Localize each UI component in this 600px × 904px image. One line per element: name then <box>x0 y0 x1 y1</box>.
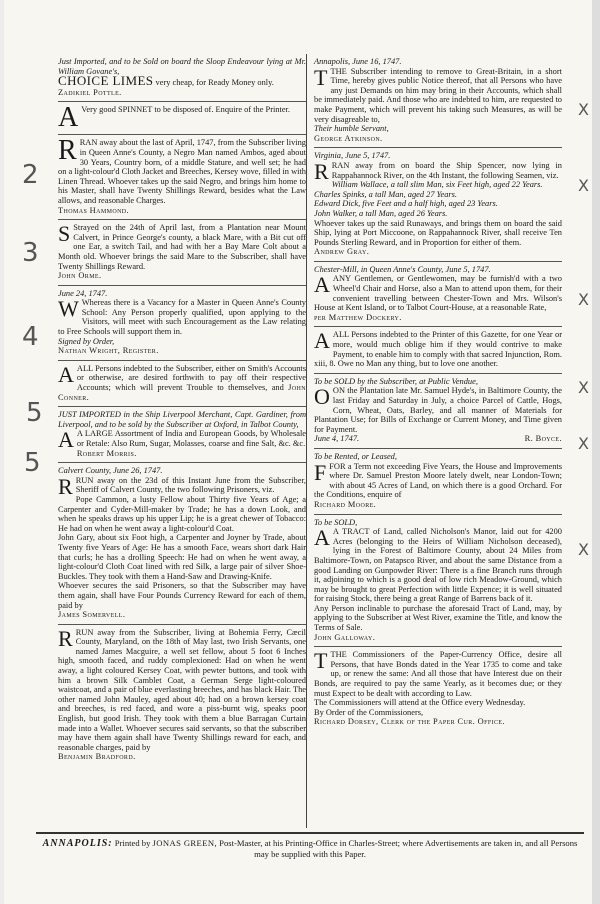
ad-signature: George Atkinson. <box>314 133 383 143</box>
drop-cap: F <box>314 459 327 485</box>
ad-irish-servants <box>58 625 306 766</box>
ad-choice-limes <box>58 54 306 102</box>
drop-cap: A <box>58 361 74 387</box>
drop-cap: R <box>58 473 73 499</box>
margin-mark: 5 <box>26 398 43 428</box>
ad-spinnet <box>58 102 306 135</box>
left-column <box>58 54 306 766</box>
ad-text: A TRACT of Land, called Nicholson's Manor, laid out for 4200 Acres (belonging to the Heirs of William Nicholson deceased), lying in the Forest of Baltimore County, about 24 Miles from Baltimore-Town, on Patapsco River, and about the same Distance from a good Landing on Gunpowder River: There is a fine Branch runs through it, adjoining to which is a good deal of low rich Meadow-Ground, which may be brought to great Perfection with little Expence; it is well situated for raising Stock, there being a great Range of Barrens back of it. <box>314 527 562 604</box>
margin-mark: X <box>578 290 589 309</box>
ad-runaway-ambos <box>58 135 306 220</box>
ad-subhead: JUST IMPORTED in the Ship Liverpool Merchant, Capt. Gardiner, from Liverpool, and to be sold by the Subscriber at Oxford, in Talbot County, <box>58 410 306 429</box>
ad-to-be-rented <box>314 449 562 515</box>
ad-date: Chester-Mill, in Queen Anne's County, June 5, 1747. <box>314 264 491 274</box>
ad-order: Signed by Order, <box>58 336 115 346</box>
ad-text: The Commissioners will attend at the Office every Wednesday. <box>314 698 526 708</box>
ad-public-vendue <box>314 374 562 449</box>
ad-order: By Order of the Commissioners, <box>314 707 424 717</box>
ad-text: ALL Persons indebted to the Printer of this Gazette, for one Year or more, would much oblige him if they would contrive to make Payment, to enable him to comply with that sacred Injunction, Rom. xiii, 8. Owe no Man any thing, but to love one another. <box>314 330 562 369</box>
ad-signature: Zadikiel Pottle. <box>58 87 122 97</box>
drop-cap: W <box>58 296 79 322</box>
scan-edge-left <box>0 0 4 904</box>
imprint-place: ANNAPOLIS: <box>42 838 113 849</box>
drop-cap: A <box>314 272 330 298</box>
ad-list-item: John Walker, a tall Man, aged 26 Years. <box>314 208 448 218</box>
right-column <box>314 54 562 731</box>
ad-signature: John Conner. <box>58 383 307 402</box>
margin-mark: 3 <box>22 238 39 268</box>
imprint-text-a: Printed by <box>114 838 151 848</box>
margin-mark: X <box>578 378 589 397</box>
ad-seamen-runaway <box>314 148 562 262</box>
ad-signature: Richard Dorsey, Clerk of the Paper Cur. Office. <box>314 717 505 727</box>
ad-text: Strayed on the 24th of April last, from a Plantation near Mount Calvert, in Prince George's county, a black Mare, with a Bit cut off one Ear, a switch Tail, and had with her a Bay Mare Colt about a Month old. Whoever brings the said Mare to the Subscriber, shall have Twenty Shillings Reward. <box>58 223 306 271</box>
ad-list-item: William Wallace, a tall slim Man, six Feet high, aged 22 Years. <box>331 180 543 190</box>
ad-signature: Benjamin Bradford. <box>58 752 136 762</box>
ad-liverpool-goods <box>58 407 306 463</box>
drop-cap: S <box>58 221 71 247</box>
ad-text: Whereas there is a Vacancy for a Master in Queen Anne's County School: Any Person properly qualified, upon applying to the Visitors, will meet with such Encouragement as the Law relating to Free Schools will support them in. <box>58 298 306 337</box>
ad-signature: Thomas Hammond. <box>58 205 130 215</box>
ad-text: A LARGE Assortment of India and European Goods, by Wholesale or Retale: Also Rum, Sugar, Molasses, coarse and fine Salt, &c. &c. <box>76 429 306 448</box>
ad-runaway-prisoners <box>58 463 306 625</box>
margin-mark: 2 <box>22 160 39 190</box>
ad-paper-currency-office <box>314 647 562 731</box>
ad-text: Any Person inclinable to purchase the aforesaid Tract of Land, may, by applying to the Subscriber at West River, examine the Title, and know the Terms of Sale. <box>314 603 562 633</box>
drop-cap: A <box>314 328 330 354</box>
ad-signature: Andrew Gray. <box>314 247 370 257</box>
ad-subhead: To be Rented, or Leased, <box>314 451 397 461</box>
ad-list-item: Charles Spinks, a tall Man, aged 27 Years. <box>314 189 457 199</box>
drop-cap: T <box>314 64 328 90</box>
ad-signature: Robert Morris. <box>76 448 137 458</box>
scan-edge-right <box>592 0 600 904</box>
ad-text: THE Commissioners of the Paper-Currency Office, desire all Persons, that have Bonds dated in the Year 1735 to come and take up, or renew the same: And all those that have Interest due on their Bonds, are required to pay the same Yearly, as it becomes due; or they must Expect to be dealt with according to Law. <box>314 650 562 698</box>
ad-school-master <box>58 286 306 361</box>
drop-cap: R <box>58 135 77 167</box>
ad-subhead: Just Imported, and to be Sold on board the Sloop Endeavour lying at Mr. William Govane's, <box>58 57 306 76</box>
margin-mark: X <box>578 540 589 559</box>
drop-cap: A <box>314 525 330 551</box>
ad-text: RUN away on the 23d of this Instant June from the Subscriber, Sheriff of Calvert County, the two following Prisoners, viz. <box>75 475 306 495</box>
ad-close: Their humble Servant, <box>314 124 389 134</box>
margin-mark: X <box>578 434 589 453</box>
drop-cap: T <box>314 648 328 674</box>
ad-chair-and-horse <box>314 262 562 328</box>
ad-text: ALL Persons indebted to the Subscriber, either on Smith's Accounts or otherwise, are desired forthwith to pay off their respective Accounts; which will prevent Trouble to themselves, and <box>76 363 306 393</box>
imprint-printer: JONAS GREEN, <box>152 838 218 848</box>
ad-persons-indebted <box>58 361 306 407</box>
ad-date: Virginia, June 5, 1747. <box>314 151 391 161</box>
ad-text: very cheap, for Ready Money only. <box>155 78 274 88</box>
ad-date: June 4, 1747. <box>314 434 360 444</box>
ad-text: FOR a Term not exceeding Five Years, the House and Improvements where Dr. Samuel Preston Moore lately dwelt, near London-Town; with about 45 Acres of Land, on which there is a good Orchard. For the Conditions, enquire of <box>314 461 562 500</box>
ad-signature: Nathan Wright, Register. <box>58 346 159 356</box>
ad-signature: R. Boyce. <box>524 434 562 444</box>
margin-mark: X <box>578 100 589 119</box>
ad-signature: John Galloway. <box>314 632 376 642</box>
ad-signature: James Somervell. <box>58 610 126 620</box>
imprint-text-b: Post-Master, at his Printing-Office in Charles-Street; where Advertisements are taken in, and all Persons may be supplied with this Paper. <box>219 838 578 859</box>
ad-text: Whoever takes up the said Runaways, and brings them on board the said Ship, lying at Port Miccoone, on Rappahannock River, shall receive Ten Pounds Sterling Reward, and in Proportion for either of them. <box>314 218 562 247</box>
ad-date-signature-row <box>314 434 562 444</box>
drop-cap: O <box>314 384 330 410</box>
ad-date: Annapolis, June 16, 1747. <box>314 57 402 66</box>
ad-headline: CHOICE LIMES <box>58 73 154 89</box>
ad-signature: Richard Moore. <box>314 499 377 509</box>
ad-text: ANY Gentlemen, or Gentlewomen, may be furnish'd with a two Wheel'd Chair and Horse, also a Man to attend upon them, for their convenient travelling between Chester-Town and Mrs. Wilson's House at Kent Island, or to Talbot Court-House, at a reasonable Rate, <box>314 274 562 313</box>
margin-mark: 4 <box>22 322 39 352</box>
ad-printer-debts <box>314 327 562 373</box>
ad-list-item: Edward Dick, five Feet and a half high, aged 23 Years. <box>314 199 498 209</box>
ad-text: John Gary, about six Foot high, a Carpenter and Joyner by Trade, about Twenty five Years of Age: He has a smooth Face, wears short dark Hair that curls; he has a drolling Speech: He had on when he went away, a light-colour'd Cloth Coat lined with red Silk, a large pair of silver Shoe-Buckles. They took with them a Hand-Saw and Drawing-Knife. <box>58 533 306 581</box>
drop-cap: A <box>58 427 74 453</box>
margin-mark: 5 <box>24 448 41 478</box>
ad-subhead: To be SOLD by the Subscriber, at Public Vendue, <box>314 376 478 386</box>
ad-signature: John Orme. <box>58 271 102 281</box>
ad-signature: per Matthew Dockery. <box>314 312 402 322</box>
ad-text: ON the Plantation late Mr. Samuel Hyde's, in Baltimore County, the last Friday and Saturday in July, a choice Parcel of Cattle, Hogs, Corn, Wheat, Oats, Barley, and all manner of Materials for Plantation Use; for Bills of Exchange or Current Money, and Time given for Payment. <box>314 386 562 434</box>
ad-date: June 24, 1747. <box>58 288 108 298</box>
ad-tract-of-land <box>314 515 562 648</box>
ad-text: RAN away from on board the Ship Spencer, now lying in Rappahannock River, on the 4th Instant, the following Seamen, viz. <box>331 160 562 180</box>
ad-text: Whoever secures the said Prisoners, so that the Subscriber may have them again, shall have Four Pounds Currency Reward for each of them, paid by <box>58 581 306 610</box>
ad-text: RUN away from the Subscriber, living at Bohemia Ferry, Cæcil County, Maryland, on the 18th of May last, two Irish Servants, one named James Macguire, a well set fellow, about 5 foot 6 Inches high, smooth faced, and ruddy complexioned: Had on when he went away, a light coloured Kersey Coat, with pewter buttons, and took with him a brown Silk Camblet Coat, a German Serge light-coloured waistcoat, and a pair of blue everlasting breeches, and has black Hair. The other named John Mauley, aged about 40; had on a brown kersey coat and breeches, is red faced, and wore a piss-burnt wig, speaks poor English, but good Irish. They took with them a blue Barragan Curtain made into a Wallet. Whoever secures said servants, so that the subscriber may have them again shall have Twenty Shillings reward for each, and reasonable charges, paid by <box>58 627 306 752</box>
ad-text: Very good SPINNET to be disposed of. Enquire of the Printer. <box>81 105 290 115</box>
ad-text: THE Subscriber intending to remove to Great-Britain, in a short Time, hereby gives public Notice thereof, that all Persons who have any just Demands on him may bring in their Accounts, which shall be immediately paid. And those who are indebted to him, are requested to make Payment, which will prevent his taking such Measures, as will be very disagreable to, <box>314 66 562 124</box>
ad-text: Pope Cammon, a lusty Fellow about Thirty five Years of Age; a Carpenter and Cyder-Mill-maker by Trade; he has a down Look, and when he speaks draws up his upper Lip; he is a great chewer of Tobacco: He had on when he went away a light-colour'd Coat. <box>58 494 306 533</box>
margin-mark: X <box>578 176 589 195</box>
drop-cap: R <box>58 625 73 651</box>
printer-imprint <box>36 832 584 859</box>
drop-cap: A <box>58 102 79 134</box>
ad-date: Calvert County, June 26, 1747. <box>58 466 163 476</box>
ad-subhead: To be SOLD, <box>314 517 358 527</box>
drop-cap: R <box>314 158 329 184</box>
ad-atkinson-notice <box>314 54 562 148</box>
ad-strayed-mare <box>58 220 306 286</box>
ad-text: RAN away about the last of April, 1747, from the Subscriber living in Queen Anne's County, a Negro Man named Ambos, aged about 30 Years, Country born, of a middle Stature, and well set; he had on a light-colour'd Cloth Jacket and Breeches, Kersey wove, filled in with Linen Thread. Whoever takes up the said Negro, and brings him home to his Master, shall have Twenty Shillings Reward, besides what the Law allows, and reasonable Charges. <box>58 138 306 205</box>
column-divider <box>306 54 307 828</box>
